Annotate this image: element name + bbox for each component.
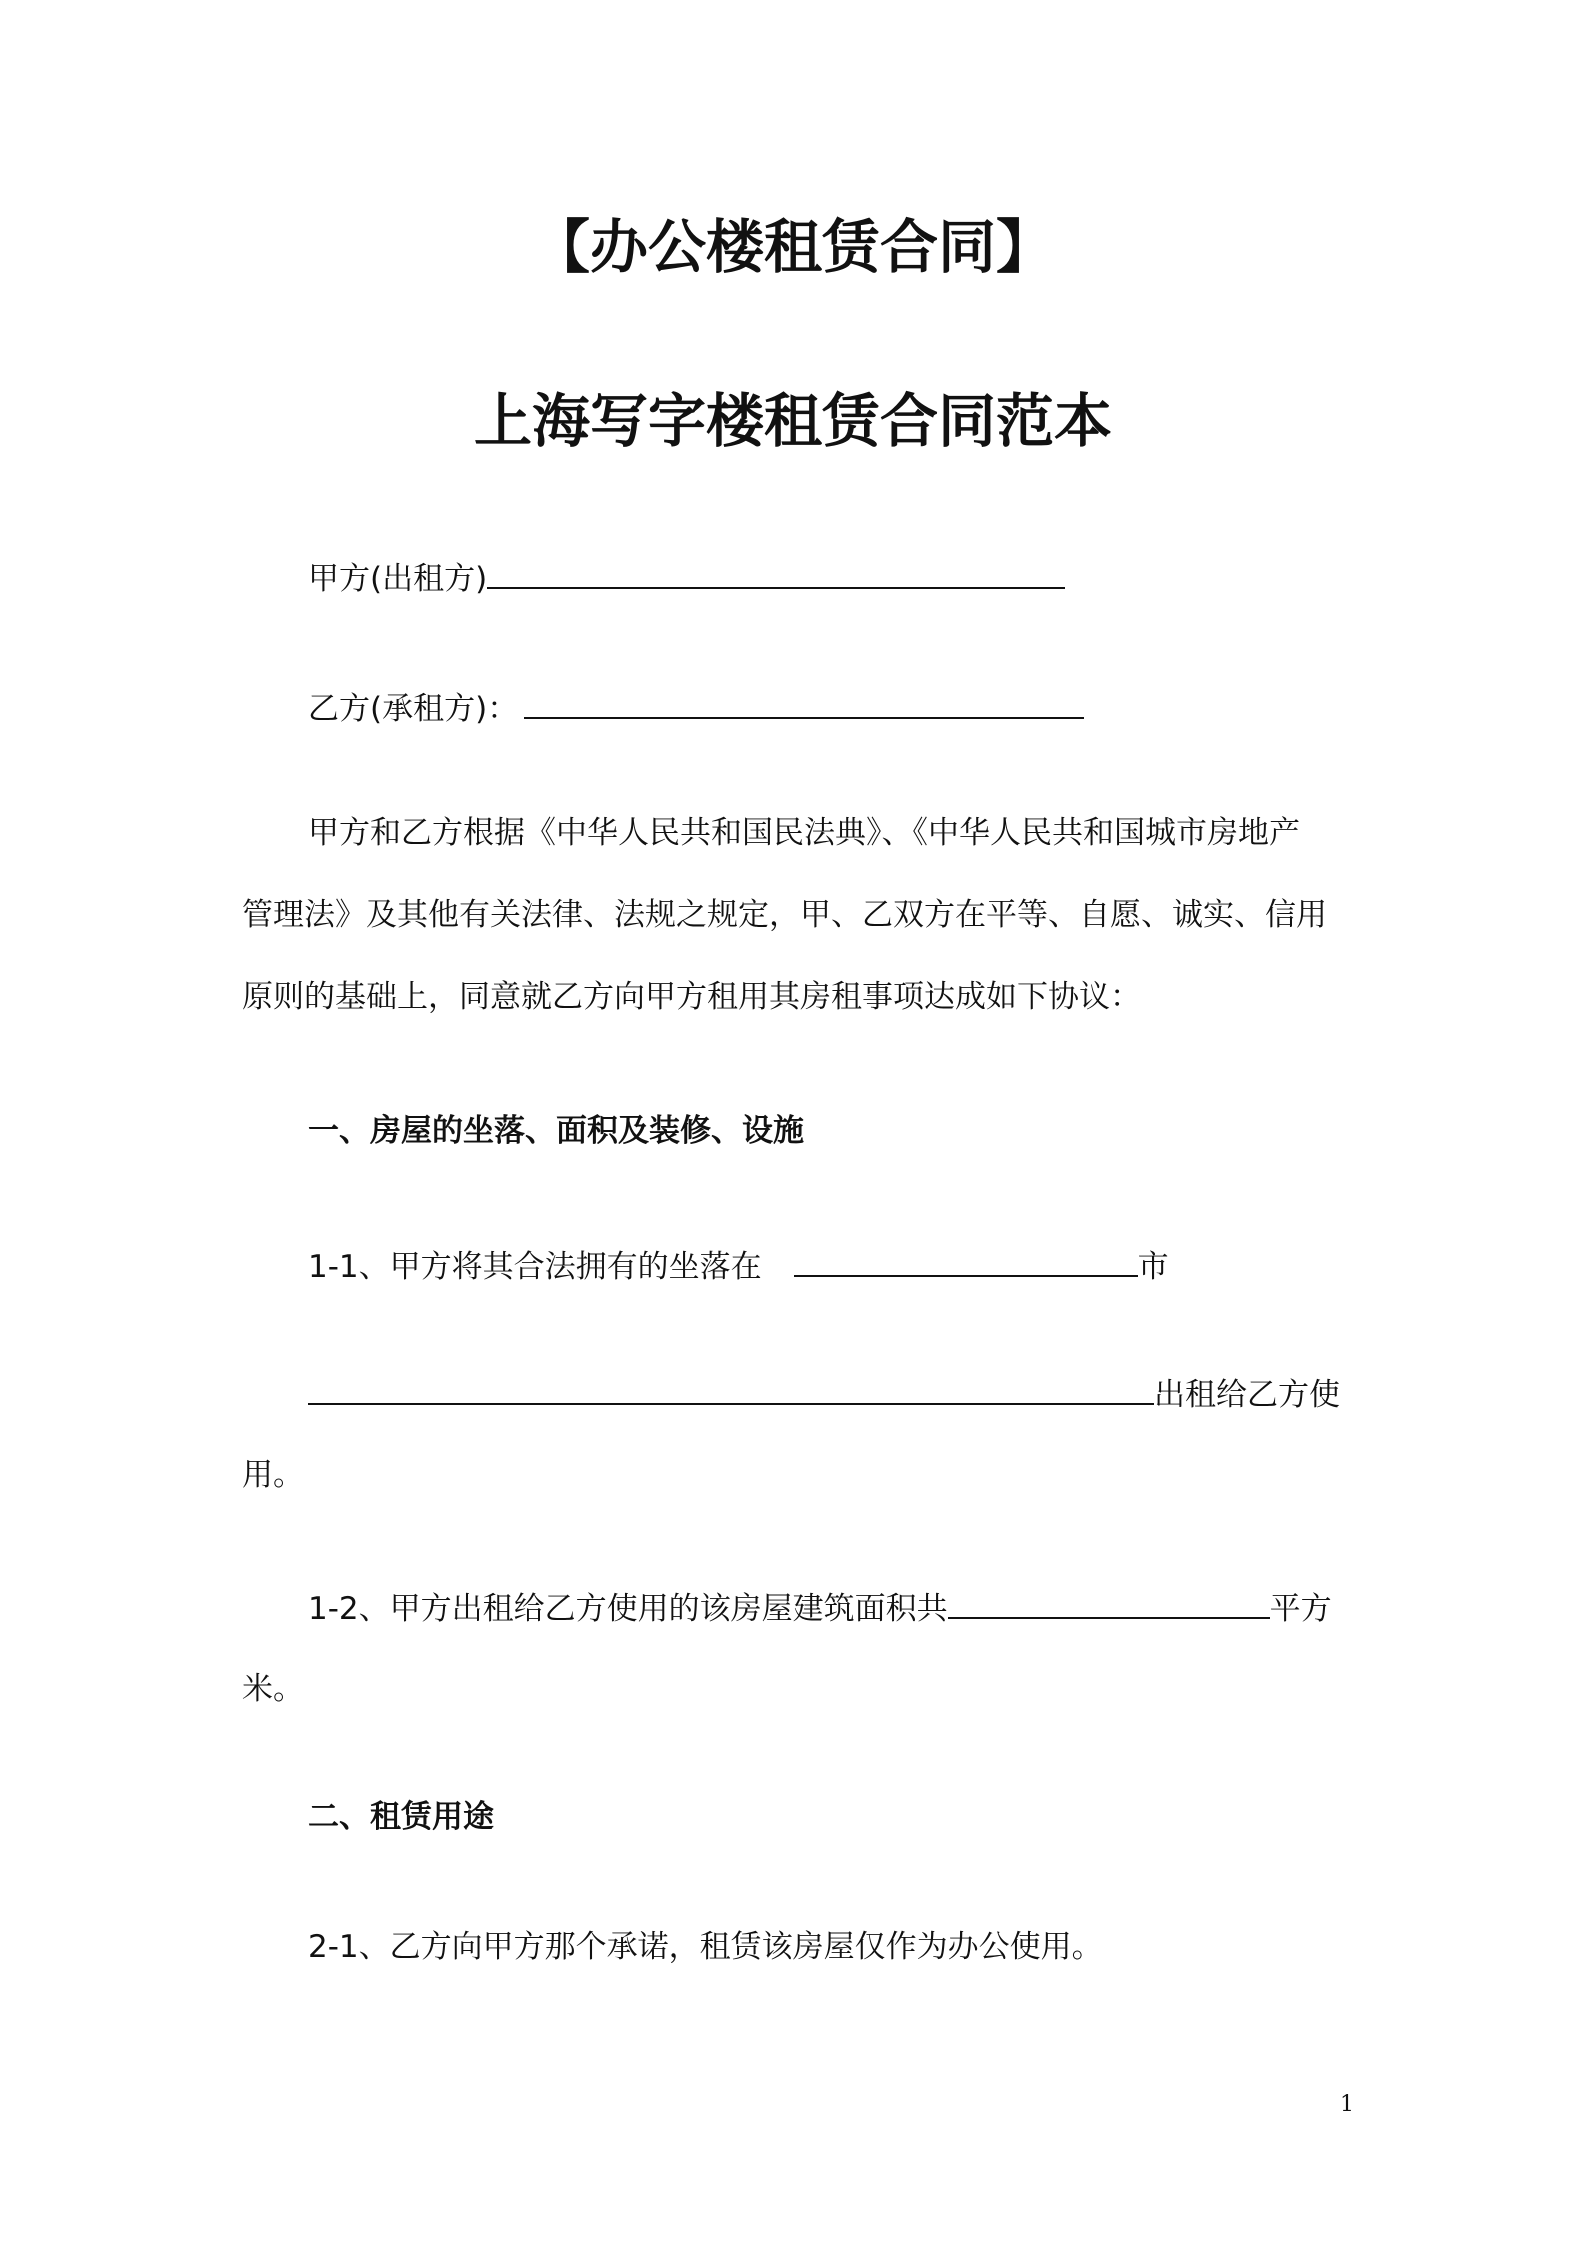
party-b-line xyxy=(308,668,1084,750)
document-title: 【办公楼租赁合同】 xyxy=(531,213,1054,281)
party-b-label: 乙方(承租方)： xyxy=(308,691,519,727)
clause-1-1-blank-address xyxy=(308,1373,1154,1405)
party-b-blank xyxy=(524,687,1084,719)
clause-2-1: 2-1、乙方向甲方那个承诺，租赁该房屋仅作为办公使用。 xyxy=(308,1929,1103,1965)
clause-1-1-end: 用。 xyxy=(242,1457,304,1493)
intro-line-3: 原则的基础上，同意就乙方向甲方租用其房租事项达成如下协议： xyxy=(242,979,1141,1015)
section-1-heading: 一、房屋的坐落、面积及装修、设施 xyxy=(308,1113,804,1149)
clause-1-2-blank-area xyxy=(948,1587,1270,1619)
clause-1-1-city: 市 xyxy=(1137,1249,1169,1285)
section-2-heading: 二、租赁用途 xyxy=(308,1799,494,1835)
party-a-label: 甲方(出租方) xyxy=(308,561,488,597)
clause-1-1-continued xyxy=(308,1354,1340,1436)
clause-1-1-prefix: 1-1、甲方将其合法拥有的坐落在 xyxy=(308,1249,762,1285)
clause-1-1-suffix: 出租给乙方使 xyxy=(1154,1377,1340,1413)
clause-1-2-unit: 平方 xyxy=(1269,1591,1332,1627)
clause-1-1-line xyxy=(308,1226,1169,1308)
clause-1-1-blank-location xyxy=(794,1245,1138,1277)
intro-paragraph xyxy=(242,792,1352,1038)
party-a-line xyxy=(308,538,1065,620)
document-subtitle: 上海写字楼租赁合同范本 xyxy=(473,387,1112,455)
clause-1-2-line xyxy=(308,1568,1332,1650)
intro-line-2: 管理法》及其他有关法律、法规之规定，甲、乙双方在平等、自愿、诚实、信用 xyxy=(242,897,1327,933)
clause-1-2-end: 米。 xyxy=(242,1671,304,1707)
clause-1-2-prefix: 1-2、甲方出租给乙方使用的该房屋建筑面积共 xyxy=(308,1591,948,1627)
page-number: 1 xyxy=(1340,2092,1354,2117)
intro-line-1: 甲方和乙方根据《中华人民共和国民法典》、《中华人民共和国城市房地产 xyxy=(308,815,1300,851)
party-a-blank xyxy=(487,557,1065,589)
